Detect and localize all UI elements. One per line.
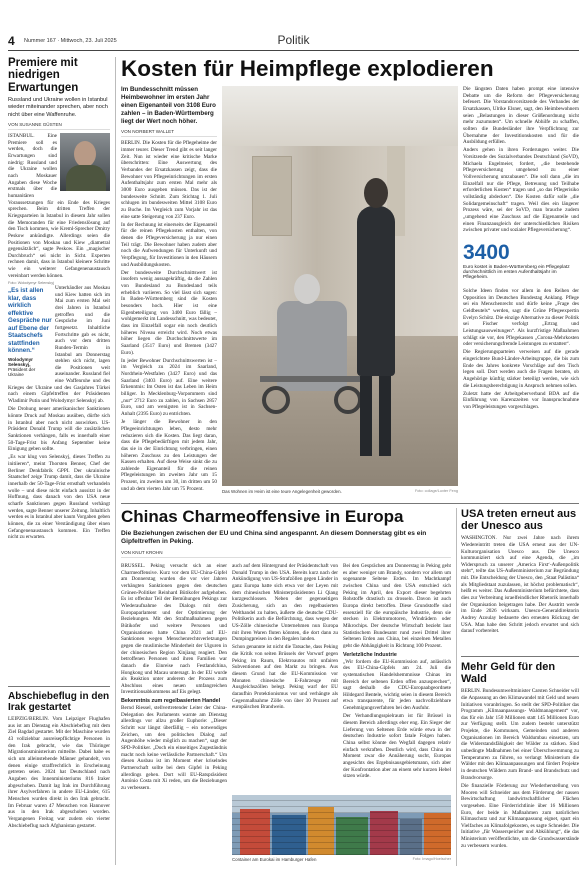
usa-article (461, 508, 579, 653)
forest-article (461, 661, 579, 866)
article-body-3: Die Drohung neuer amerikanischer Sanktionen könnte Druck auf Moskau ausüben, dürfte sich in Istanbul aber noch nicht auswirken. US-Präsident Donald Trump will die zusätzlichen Sanktionen verhängen, falls es innerhalb einer 50-Tage-Frist bis Anfang September keine Einigung geben sollte. (8, 406, 110, 453)
section-title: Politik (277, 33, 310, 47)
article-body-4: „Es war klug von Selenskyj, dieses Treffen zu initiieren“, meint Thorsten Benner, Chef der Berliner Denkfabrik GPPI. Der ukrainische Staatschef zeige Trump damit, dass die Ukraine innerhalb der 50-Tage-Frist ernsthaft verhandeln wolle – und diese nicht einfach aussitzt in der Hoffnung, dass danach von den USA neue scharfe Sanktionen gegen Russland verhängt werden, sagte Benner unserer Zeitung. Inhaltlich werden es in Istanbul aber kaum Vorgaben geben können, die zu einer Verständigung über einen Gefangenenaustausch kommen. Ein Treffen nicht zu erwarten. (8, 454, 110, 541)
pullquote-text: „Es ist allen klar, dass wirklich effektive Gespräche nur auf Ebene der Staatschefs stattfinden können.“ (8, 286, 52, 355)
china-title: Chinas Charmeoffensive in Europa (121, 508, 404, 526)
article-body-1: ISTANBUL. Eine Premiere soll es werden, doch die Erwartungen sind niedrig: Russland und die Ukraine wollen nach Moskauer Angaben diese Woche erstmals über die humanitären Voraussetzungen für ein Ende des Krieges sprechen. Beim dritten Treffen der Kriegsparteien in Istanbul in diesem Jahr sollen die Memoranden für eine Friedenslösung auf den Tisch kommen, wie Kreml-Sprecher Dmitry Peskow ankündigte. Allerdings seien die Positionen von Moskau und Kiew „diametral gegensätzlich“, sagte Peskow. Ein „magischer Durchbruch“ sei nicht in Sicht. Experten rechnen damit, dass in Istanbul kleinere Schritte wie ein weiterer Gefangenenaustausch vereinbart werden können. (8, 133, 110, 279)
main-body-2: In der Rechnung ist einerseits der Eigenanteil für die reinen Pflegekosten enthalten, von denen die Pflegeversicherung ja nur einen Teil trägt. Die Bewohner haben zudem aber noch die Aufwendungen für Unterkunft und Verpflegung, für Investitionen in den Häusern und Ausbildungskosten. (121, 221, 217, 268)
article-body-2: Unterhändler aus Moskau und Kiew hatten sich im Mai zum ersten Mal seit drei Jahren in Istanbul getroffen und die Gespräche im Juni fortgesetzt. Inhaltliche Fortschritte gab es nicht, auch vor dem dritten Runden-Termin in Istanbul am Donnerstag stehlen sich nicht, lagen die Positionen weit auseinander. Russland fiel eine Waffenruhe und des Krieges der Ukraine und des Gasjahres Türkei nach einem Gipfeltreffen der Präsidenten Wladimir Putin und Wolodymyr Selenskyj ab. (8, 284, 110, 405)
usa-title: USA treten erneut aus der Unesco aus (461, 508, 577, 533)
pullquote (8, 287, 52, 377)
left-column-bottom (8, 686, 110, 866)
china-body-5: Bei den Gesprächen am Donnerstag in Peking geht es aber weniger um Brandy, sondern vor allem um sogenannte Seltene Erden. Im Machtkampf zwischen China und den USA entschied sich Peking im April, den Export dieser begehrten Rohstoffe drastisch zu drosseln. Davon ist auch Europa direkt betroffen. Diese Grundstoffe sind essenziell für die europäische Industrie, denn sie stecken in Elektromotoren, Windrädern oder Mikrochips. Der deutsche Wirtschaft bezieht laut Statistischem Bundesamt rund zwei Drittel ihrer Seltenen Erden aus China, bei einzelnen Metallen geht die Abhängigkeit in Richtung 100 Prozent. (343, 563, 451, 649)
main-author: VON NORBERT WALLET (121, 129, 217, 137)
china-author: VON KNUT KROHN (121, 550, 451, 558)
main-right-body-3: Solche Ideen finden vor allem in den Reihen der Opposition im Deutschen Bundestag Anklang. Pflege sei ein Menschenrecht und dürfe keine „Frage des Geldbeutels“ werden, sagt die Grüne Pflegeexpertin Evelyn Schötz. Die einzige Alternative zu dieser Politik sei Fischer verfolgt „Ertrag und Leistungsausweitungen“. Als kurzfristige Maßnahmen schlägt sie vor, den Pflegekassen „Corona-Mehrkosten oder versicherungsfremde Leistungen zu erstatten“. (463, 287, 579, 348)
main-title: Kosten für Heimpflege explodieren (121, 57, 494, 81)
china-body-1: BRÜSSEL. Peking versucht sich an einer Charmeoffensive. Kurz vor dem EU-China-Gipfel am Donnerstag wurden die vor vier Jahren verhängten Sanktionen gegen den deutschen Grünen-Politiker Reinhard Bütikofer aufgehoben. Es ist offenbar Teil der Bemühungen Pekings zur Wiederaufnahme des Dialogs mit dem Europaparlament und der Optimierung der Beziehungen. Mit den Strafmaßnahmen gegen Bütikofer und weitere Personen und Organisationen hatte China 2021 auf EU-Sanktionen wegen Menschenrechtsverletzungen gegen die muslimische Minderheit der Uiguren in der chinesischen Region Xinjiang reagiert. Den betroffenen Personen und ihren Familien war danach die Einreise nach Festlandchina, Hongkong und Macau untersagt. In der EU wurde als Reaktion unter anderem der Prozess zum Abschluss eines neuen umfangreichen Investitionsabkommens auf Eis gelegt. (121, 563, 227, 696)
china-col-2 (232, 563, 338, 793)
article-author: VON SUSANNE GÜSTEN (8, 122, 110, 130)
forest-body-1: BERLIN. Bundesumweltminister Carsten Schneider will die Anpassung an den Klimawandel mit Geld und neuen Initiativen voranbringen. So stellt der SPD-Politiker das Programm „Klimaanpassungs- Waldmanagement“ vor, das für ein Jahr 150 Millionen statt 145 Millionen Euro zur Verfügung stellt. Um zudem besteht unterstützt Projekte, die Kommunen, Gemeinden und anderen Organisationen im Bereich Waldumbau einsetzen, um die Widerstandsfähigkeit der Wälder zu stärken. Sind unbedingte Maßnahmen bei einer Überschwemmung zu Temperaturen zu führen, so verlangt Ministerium die Wälder mit den Klimaanpassungen und fördert Projekte in deutschen Wäldern zum Brand- und Brandschutz und Brandvorsorge. (461, 688, 579, 781)
page-number: 4 (8, 34, 15, 48)
main-body-3: Der bundesweite Durchschnittswert ist insofern wenig aussagekräftig, da die Zahlen von Bundesland zu Bundesland teils erheblich variieren. So viel lässt sich sagen: In Baden-Württemberg sind die Kosten besonders hoch. Hier ist eine Eigenbeteiligung von 3400 Euro fällig – wohlgemerkt im Landesschnitt, was bedeutet, dass im Einzelfall sogar ein noch deutlich höheres Niveau erreicht wird. Noch etwas höher liegen die Durchschnittswerte im Saarland (3517 Euro) und Bremen (3427 Euro). (121, 269, 217, 356)
china-lead: Die Beziehungen zwischen der EU und China sind angespannt. An diesem Donnerstag gibt es ein Gipfeltreffen in Peking. (121, 529, 427, 546)
column-rule (115, 57, 116, 865)
page-header (0, 0, 587, 54)
pullquote-author: Wolodymyr Selenskyj, (8, 357, 33, 368)
article-lead: Russland und Ukraine wollen in Istanbul wieder miteinander sprechen, aber noch nicht über eine Waffenruhe. (8, 97, 108, 118)
main-body-1: BERLIN. Die Kosten für die Pflegeheime der immer teurer. Dieser Trend gibt es seit langer Zeit. Nun ist wieder eine kritische Marke überschritten: Eine Auswertung des Verbandes der Ersatzkassen zeigt, dass die Bewohner von Pflegeeinrichtungen im ersten Aufenthaltsjahr zum ersten Mal mehr als 3000 Euro ausgeben müssen. Das ist der bundesweite Schnitt. Zum Stichtag 1. Juli schlugen im bundesweiten Mittel 3108 Euro zu Buche. Im Vergleich zum Vorjahr ist das eine satte Steigerung von 237 Euro. (121, 140, 217, 220)
main-left-column (121, 86, 217, 498)
photo-credit: Foto: collage/Luxter Feng (414, 489, 458, 493)
china-subhead-1: Bekenntnis zum regelbasierten Handel (121, 698, 221, 705)
photo-caption: Das Wohnen im Heim ist eine teure Angelegenheit geworden. (222, 489, 342, 494)
selenskyj-photo (60, 133, 110, 191)
main-right-body-2: Anders gehen in ihren Forderungen weiter. Die Vorsitzende des Sozialverbandes Deutschland (SoVD), Michaela Engelmeier, fordert, „die bestehende Pflegeversicherung umgehend zu einer Vollversicherung umzubauen“. Die soll dann „die im Einzelfall nur die Pflege, Betreuung und Teilhabe erforderlichen Kosten“ tragen und „so das Pflegerisiko vollständig abdecken“. Die Kosten dafür solle „die Solidargemeinschaft“ tragen. Weil dies ein längerer Prozess wäre, sei der SoVD, man brauche zudem „umgehend eine Zuschuss auf die Eigenanteile und einen Finanzausgleich der unterschiedlichen Risiken zwischen privater und sozialer Pflegeversicherung“. (463, 147, 579, 234)
main-photo-block (222, 86, 458, 498)
photo-caption: Container am Eurokai im Hamburger Hafen (232, 857, 317, 862)
forest-title: Mehr Geld für den Wald (461, 661, 556, 686)
article-title: Premiere mit niedrigen Erwartungen (8, 57, 79, 94)
china-subhead-2: Verletzliche Industrie (343, 651, 397, 658)
china-body-7: Der Verhandlungsspielraum ist für Brüssel in diesem Bereich allerdings eher eng. Ein Sieger der Lieferung von Seltenen Erde würde etwa in der deutschen Industrie sofort fatale Folgen haben. China selbst könnte den Wegfall dagegen relativ einfach verkraften. Deutlich wird, dass China im Moment zwar die Annäherung sucht, Europas angesichts des Ergebnisausgebietsmann, sich aber der Konfrontation aber an einem sehr kurzen Hebel sitzen würde. (343, 713, 451, 780)
main-body-5: Je länger die Bewohner in den Pflegeeinrichtungen leben, desto mehr reduzieren sich die Kosten. Das liegt daran, dass die Pflegebedürftigen mit jedem Jahr, das sie in der Einrichtung verbringen, einen höheren Zuschuss zu den Leistungen der Kassen erhalten. Auf diese Weise sinkt die zu zahlende Eigenanteil für die reinen Pflegeleistungen im zweiten Jahr um 15 Prozent, im zweiten um 30, im dritten um 50 und ab dem vierten Jahr um 75 Prozent. (121, 419, 217, 492)
china-col-3 (343, 563, 451, 793)
main-lead: Im Bundesschnitt müssen Heimbewohner im ersten Jahr einen Eigenanteil von 3108 Euro zahlen – in Baden-Württemberg liegt der Wert noch höher. (121, 86, 216, 126)
main-body-4: In jeder Bewohner Durchschnittswerten ist – im Vergleich zu 2024 im Saarland, Nordrhein-Westfalen (3427 Euro) und das Saarland (3403 Euro) auf. Eine weitere Erkenntnis: Im Osten ist das Leben im Heim billiger. In Mecklenburg-Vorpommern sind „nur“ 2712 Euro zu zahlen, in Sachsen 2857 Euro, und am wenigsten ist in Sachsen-Anhalt (2395 Euro) zu entrichten. (121, 357, 217, 418)
forest-body-2: Die finanzielle Förderung zur Wiederherstellung von Mooren will Schneider aus dem Förderung der nassen Bewirtschaftung landwirtschaftlicher Flächen vorgesehen. Eine Förderrichtlinie über 16 Millionen Euro, der beide in Maßnahmen zum natürlichen Klimaschutz und zur Klimaanpassung eignet, spart ein Vielfaches an Klimafolgekosten, es sagte Schneider. Die Initiative „für Wasserspeicher und Abkühlung“, die das Ministerium veröffentlichte, um die Grundwasserstände zu verbessern wurden. (461, 782, 579, 849)
usa-body: WASHINGTON. Nur zwei Jahre nach ihrem Wiedereintritt treten die USA erneut aus der UN-Kulturorganisation Unesco aus. Die Unesco kommuniziert sich auf eine Agenda, die „im Widerspruch zu unserer ‚America First‘-Außenpolitik steht“, teilte das US-Außenministerium zur Begründung mit. Die Entscheidung der Unesco, den „Staat Palästina“ als Mitgliedstaat zuzulassen, ist höchst problematisch“, heißt es weiter. Das Außenministerium befürchtete, dass dies zur Verbreitung israelfeindlicher Rhetorik innerhalb der Organisation beigetragen habe. Der Austritt werde im Ende 2026 wirksam. Unesco-Generaldirektorin Audrey Azoulay bedauerte den erneuten Rückzug der USA. Man habe den Schritt jedoch erwartet und sich darauf vorbereitet. (461, 535, 579, 635)
article-premiere (8, 57, 110, 541)
stat-box (463, 240, 579, 282)
main-right-body-4: Die Regierungsparteien verweisen auf die gerade eingerichtete Bund-Länder-Arbeitsgruppe, die bis zum Ende des Jahres konkrete Vorschläge auf den Tisch legen soll. Dort werden auch die Fragen beraten, ob Angehörige künftig stärker beteiligt werden, wie sich die Leistungsberechtigung in Anspruch nehmen sollen. (463, 349, 579, 389)
stat-text: Euro kostet in Baden-Württemberg ein Pflegeplatz durchschnittlich im ersten Aufenthaltsjahr im Pflegeheim. (463, 264, 570, 280)
china-col-1 (121, 563, 227, 865)
photo-credit: Foto: Imago/Hoelscher (412, 857, 451, 861)
divider (8, 686, 110, 687)
article-body: LEIPZIG/BERLIN. Vom Leipziger Flughafen aus ist am Dienstag ein Abschiebeflug mit dem Ziel Bagdad gestartet. Mit der Maschine wurden 43 vollziehbar ausreisepflichtige Personen in den Irak gebracht, wie das Thüringer Migrationsministerium mitteilte. Dabei habe es sich um alleinstehende Männer gehandelt, von denen einige straffrechtlich in Erscheinung getreten seien. 2024 hat Deutschland nach Angaben des Innenministeriums 816 Iraker abgeschoben. Damit lag Irak im Durchführung ihrer Asylverfahren in andere EU-Länder, 615 Menschen wurden direkt in den Irak gebracht. Im Februar waren 47 Menschen von Hannover aus in den Irak abgeschoben worden. Vergangenen Freitag war zudem ein vierter Abschiebeflug nach Afghanistan gestartet. (8, 716, 110, 829)
container-photo-block (232, 795, 451, 866)
main-right-body-5: Zuletzt hatte der Arbeitgeberverband BDA auf die Einführung von Karenzzeiten vor Inanspruchnahme von Pflegeleistungen vorgeschlagen. (463, 390, 579, 411)
header-rule (8, 50, 579, 51)
column-rule (456, 508, 457, 866)
issue-info: Nummer 167 · Mittwoch, 23. Juli 2025 (24, 38, 117, 44)
china-body-2: Bernd Riessel, stellvertretender Leiter der China-Delegation des Parlaments warnte am Dienstag allerdings vor allzu großer Euphorie: „Dieser Schritt war längst überfällig – ein notwendiges Zeichen, um den politischen Dialog auf Augenhöhe wieder möglich zu machen“, sagt der SPD-Politiker. „Doch ein einseitiges Zugeständnis macht noch keine verlässliche Partnerschaft.“ Um diesen Ausbau ist im Moment eher kriselndes Partnerschaft sollte bei dem Gipfel in Peking allerdings gehen. Dort will EU-Ratspräsident António Costa mit Xi reden, um die Beziehungen zu verbessern. (121, 705, 227, 791)
pullquote-role: Präsident der Ukraine (8, 367, 36, 378)
nursing-home-photo (222, 86, 458, 486)
divider (461, 656, 579, 657)
photo-caption: Foto: Wolodymyr Selenskyj (8, 280, 54, 285)
container-photo (232, 795, 451, 855)
china-body-6: „Wir fordern die EU-Kommission auf, anlässlich des EU-China-Gipfels am 24. Juli die systematischen Handelshemmnisse Chinas im Bereich der seltenen Erden offen anzusprechen“, sagt deshalb die CDU-Europaabgeordnete Hildegard Bentele, wichtig seien in diesem Bereich etwa transparente, für jeden nachvollziehbare Genehmigungsverfahren bei den Ausfuhr. (343, 658, 451, 712)
stat-value: 3400 (463, 240, 510, 264)
china-body-3: auch auf dem Hintergrund der Präsidentschaft von Donald Trump in den USA. Bereits kurz nach der Ankündigung von US-Strafzöllen gegen Länder in ganz Europa hatte sich etwa vor der Leyen mit dem chinesischen Ministerpräsidenten Li Qiang kurzgeschlossen. Neben der gegenseitigen Zusicherung, sich an den regelbasierten Welthandel zu halten, äußerte die deutsche CDU-Politikerin auch die Befürchtung, dass wegen der US-Zölle chinesische Unternehmen nun Europa mit ihren Waren fluten könnten, die dort dann zu Dumpingpreisen in den Regalen landen. (232, 563, 338, 643)
article-title: Abschiebeflug in den Irak gestartet (8, 691, 110, 713)
main-right-column (463, 86, 579, 498)
china-body-4: Schon genannte ist nicht die Tatsache, dass Peking die Kritik von seiten Brüssels der Vorwurf gegen Peking im Raum, Elektroautos mit unfairen Subventionen auf den Markt zu bringen. Aus diesem Grund hat die EU-Kommission vor Monaten chinesische E-Fahrzeuge mit Ausgleichszöllen belegt. Peking warf der EU daraufhin Protektionismus vor und verhängte als Gegenmaßnahme Zölle von über 30 Prozent auf europäischen Brandwein. (232, 644, 338, 711)
main-divider (121, 503, 579, 504)
main-right-body-1: Die längsten Daten haben prompt eine intensive Debatte um die Reform der Pflegeversicherung befeuert. Die Vorstandsvorsitzende des Verbandes der Ersatzkassen, Ulrike Elsner, sagt, den Heimbewohnern seien „Belastungen in dieser Größenordnung nicht mehr zuzumuten“. Um schnelle Abhilfe zu schaffen, sollten die Bundesländer ihre Verpflichtung zur Übernahme der Investitionskosten und für die Ausbildung erfüllen. (463, 86, 579, 146)
